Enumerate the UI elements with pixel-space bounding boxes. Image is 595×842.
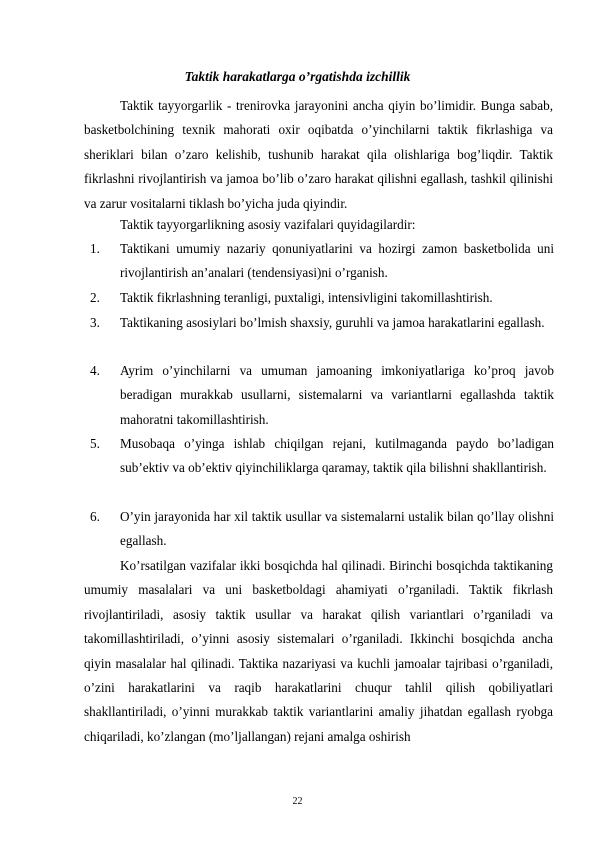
list-item-number: 4. [90, 363, 100, 378]
paragraph-tasks-heading: Taktik tayyorgarlikning asosiy vazifalari quyidagilardir: [120, 217, 416, 232]
list-item-number: 2. [90, 290, 100, 305]
section-title: Taktik harakatlarga o’rgatishda izchillik [184, 69, 411, 84]
list-item-text: O’yin jarayonida har xil taktik usullar va sistemalarni ustalik bilan qo’llay olishni egallash. [120, 509, 554, 549]
list-item [90, 359, 554, 432]
list-item [90, 286, 554, 310]
list-item-number: 5. [90, 436, 100, 451]
paragraph-intro: Taktik tayyorgarlik - trenirovka jarayonini ancha qiyin bo’limidir. Bunga sabab, basketbolchining texnik mahorati oxir oqibatda o’yinchilarni taktik fikrlashiga va sheriklari bilan o’zaro kelishib, tushunib harakat qila olishlariga bog’liqdir. Taktik fikrlashni rivojlantirish va jamoa bo’lib o’zaro harakat qilishni egallash, tashkil qilinishi va zarur vositalarni tiklash bo’yicha juda qiyindir. [84, 98, 553, 211]
paragraph-stages: Ko’rsatilgan vazifalar ikki bosqichda hal qilinadi. Birinchi bosqichda taktikaning umumiy masalalari va uni basketboldagi ahamiyati o’rganiladi. Taktik fikrlash rivojlantiriladi, asosiy taktik usullar va harakat qilish variantlari o’rganiladi va takomillashtiriladi, o’yinni asosiy sistemalari o’rganiladi. Ikkinchi bosqichda ancha qiyin masalalar hal qilinadi. Taktika nazariyasi va kuchli jamoalar tajribasi o’rganiladi, o’zini harakatlarini va raqib harakatlarini chuqur tahlil qilish qobiliyatlari shakllantiriladi, o’yinni murakkab taktik variantlarini amaliy jihatdan egallash ryobga chiqariladi, ko’zlangan (mo’ljallangan) rejani amalga oshirish [84, 558, 553, 744]
page-number: 22 [292, 796, 303, 807]
list-item [90, 237, 554, 286]
list-item-number: 6. [90, 509, 100, 524]
list-item-number: 3. [90, 315, 100, 330]
list-item-number: 1. [90, 241, 100, 256]
list-item [90, 505, 554, 554]
list-item [90, 432, 554, 481]
list-item-text: Musobaqa o’yinga ishlab chiqilgan rejani, kutilmaganda paydo bo’ladigan sub’ektiv va ob’ektiv qiyinchiliklarga qaramay, taktik qila bilishni shakllantirish. [120, 436, 554, 476]
list-item [90, 311, 554, 335]
list-item-text: Taktikaning asosiylari bo’lmish shaxsiy, guruhli va jamoa harakatlarini egallash. [120, 315, 545, 330]
list-item-text: Taktikani umumiy nazariy qonuniyatlarini va hozirgi zamon basketbolida uni rivojlantirish an’analari (tendensiyasi)ni o’rganish. [120, 241, 554, 281]
list-item-text: Taktik fikrlashning teranligi, puxtaligi, intensivligini takomillashtirish. [120, 290, 493, 305]
list-item-text: Ayrim o’yinchilarni va umuman jamoaning imkoniyatlariga ko’proq javob beradigan murakkab usullarni, sistemalarni va variantlarni egallashda taktik mahoratni takomillashtirish. [120, 363, 554, 427]
